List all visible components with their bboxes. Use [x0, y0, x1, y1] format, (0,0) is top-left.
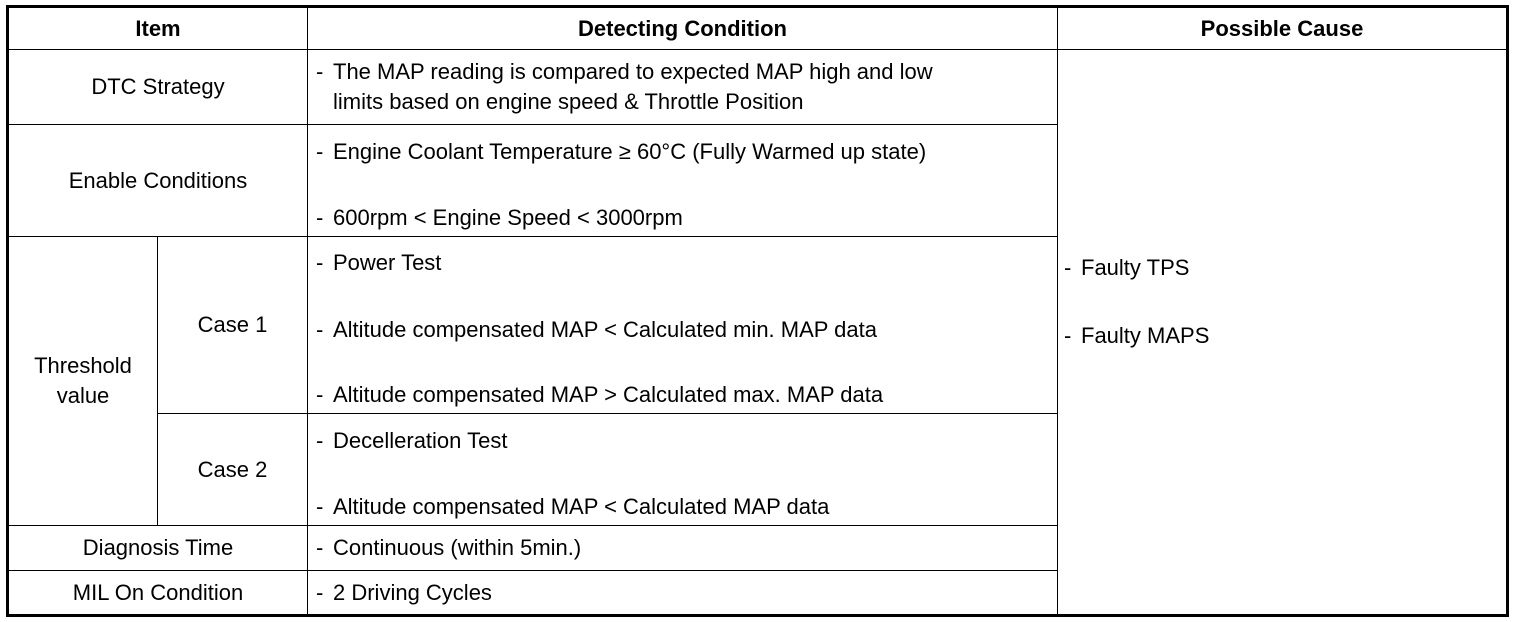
item-case-1: Case 1	[158, 237, 308, 414]
condition-line: - Power Test	[316, 250, 442, 275]
row-dtc-strategy	[8, 50, 1508, 125]
cause-item: - Faulty TPS	[1064, 255, 1190, 280]
dtc-table	[6, 5, 1509, 617]
condition-diagnosis-time	[308, 526, 1058, 571]
item-diagnosis-time: Diagnosis Time	[8, 526, 308, 571]
condition-line: - Altitude compensated MAP < Calculated min. MAP data	[316, 317, 877, 342]
header-possible-cause: Possible Cause	[1058, 7, 1508, 50]
condition-line: - Engine Coolant Temperature ≥ 60°C (Fully Warmed up state)	[316, 138, 927, 164]
header-item: Item	[8, 7, 308, 50]
header-row	[8, 7, 1508, 50]
condition-line: - 2 Driving Cycles	[316, 579, 492, 605]
condition-case-1	[308, 237, 1058, 414]
cause-item: - Faulty MAPS	[1064, 323, 1210, 348]
item-threshold-value: Threshold value	[8, 237, 158, 526]
item-dtc-strategy: DTC Strategy	[8, 50, 308, 125]
condition-line: - The MAP reading is compared to expected MAP high and low	[316, 59, 933, 84]
condition-case-2	[308, 414, 1058, 526]
item-mil-on-condition: MIL On Condition	[8, 571, 308, 616]
condition-line: - 600rpm < Engine Speed < 3000rpm	[316, 204, 683, 230]
condition-line: - Continuous (within 5min.)	[316, 535, 582, 560]
item-case-2: Case 2	[158, 414, 308, 526]
item-enable-conditions: Enable Conditions	[8, 125, 308, 237]
condition-dtc-strategy	[308, 50, 1058, 125]
condition-line: - Decelleration Test	[316, 427, 508, 453]
possible-cause-cell	[1058, 50, 1508, 616]
condition-mil-on	[308, 571, 1058, 616]
condition-line: limits based on engine speed & Throttle Position	[333, 89, 804, 114]
header-detecting-condition: Detecting Condition	[308, 7, 1058, 50]
condition-line: - Altitude compensated MAP < Calculated MAP data	[316, 493, 830, 519]
condition-enable-conditions	[308, 125, 1058, 237]
condition-line: - Altitude compensated MAP > Calculated max. MAP data	[316, 382, 884, 407]
